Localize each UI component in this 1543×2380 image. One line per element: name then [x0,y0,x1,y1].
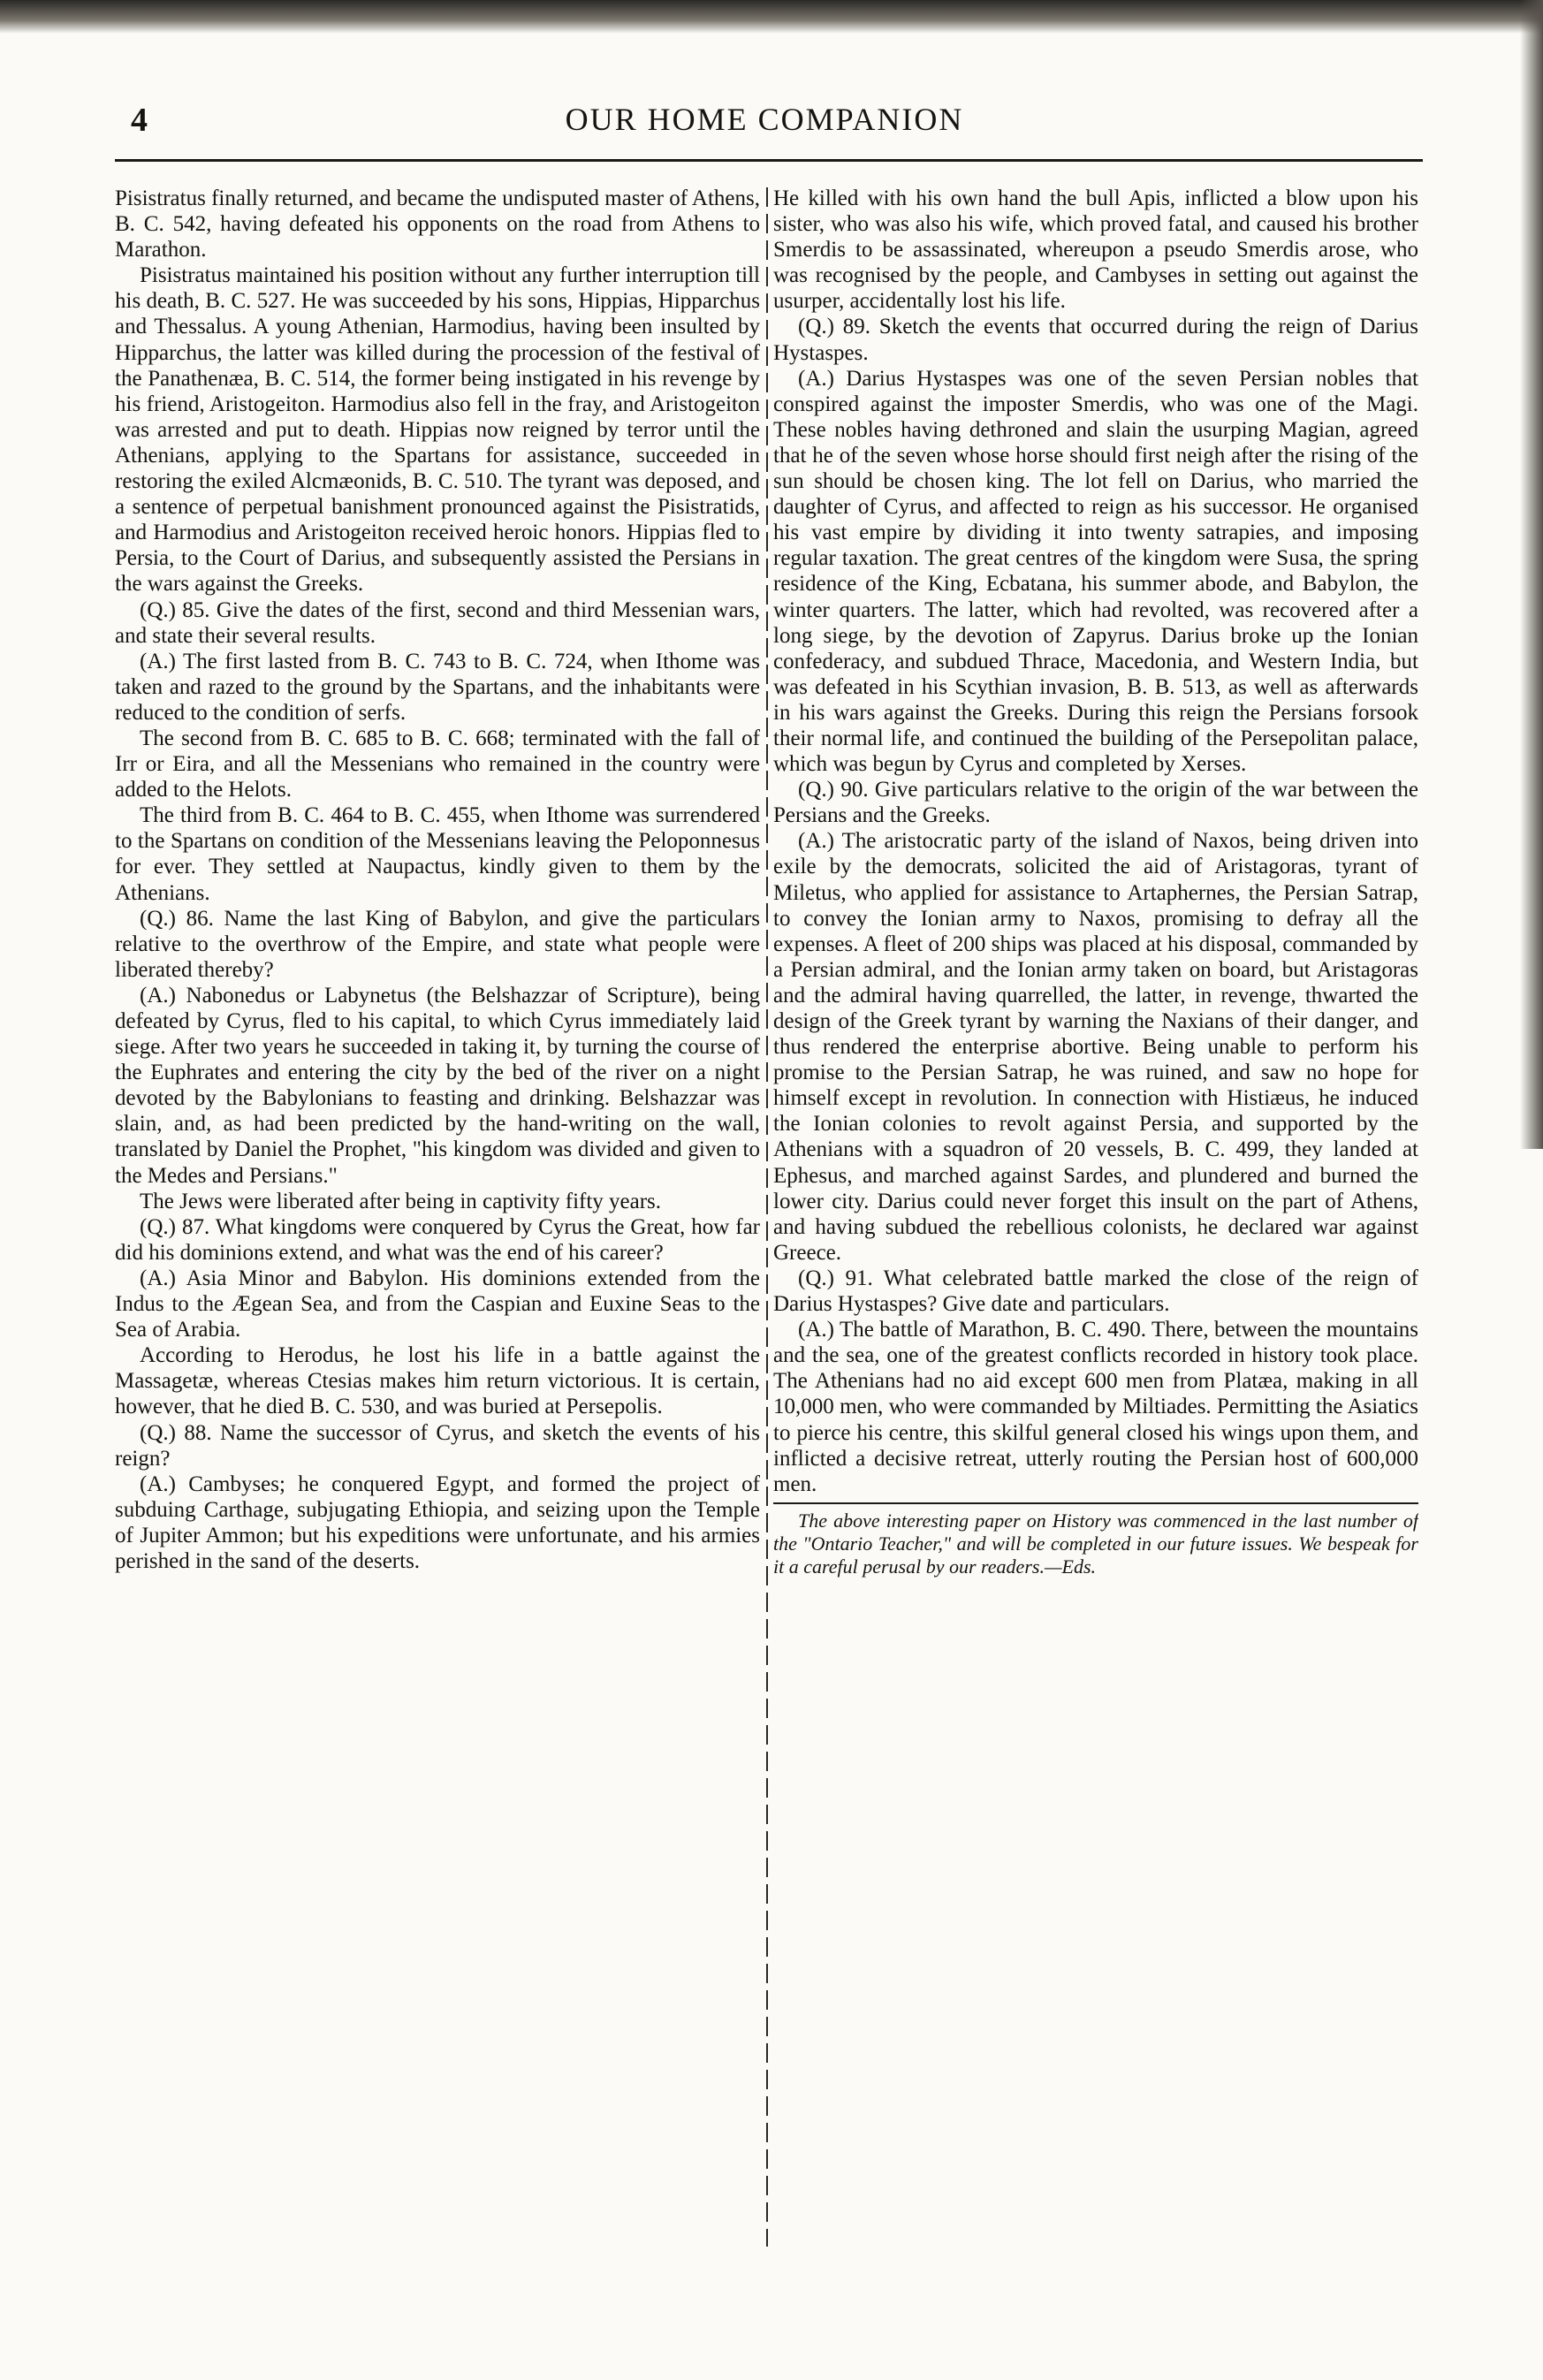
column-divider [766,187,768,2247]
question: (Q.) 91. What celebrated battle marked the close of the reign of Darius Hystaspes? Give date and particulars. [773,1266,1418,1317]
question: (Q.) 90. Give particulars relative to the origin of the war between the Persians and the Greeks. [773,778,1418,828]
answer: (A.) The battle of Marathon, B. C. 490. There, between the mountains and the sea, one of the greatest conflicts recorded in history took place. The Athenians had no aid except 600 men from Platæa, making in all 10,000 men, who were commanded by Miltiades. Permitting the Asiatics to pierce his centre, this skilful general closed his wings upon them, and inflicted a decisive retreat, utterly routing the Persian host of 600,000 men. [773,1318,1418,1496]
page-number: 4 [131,102,148,139]
page-header [88,99,1440,143]
answer: (A.) Asia Minor and Babylon. His dominions extended from the Indus to the Ægean Sea, and from the Caspian and Euxine Seas to the Sea of Arabia. [115,1266,760,1342]
editor-note: The above interesting paper on History was commenced in the last number of the "Ontario Teacher," and will be completed in our future issues. We bespeak for it a careful perusal by our readers.—Eds. [773,1509,1418,1578]
page [88,0,1440,2380]
question: (Q.) 85. Give the dates of the first, second and third Messenian wars, and state their several results. [115,597,760,648]
answer: (A.) The first lasted from B. C. 743 to B. C. 724, when Ithome was taken and razed to the ground by the Spartans, and the inhabitants were reduced to the condition of serfs. [115,649,760,725]
paragraph: According to Herodus, he lost his life in a battle against the Massagetæ, whereas Ctesias makes him return victorious. It is certain, however, that he died B. C. 530, and was buried at Persepolis. [115,1343,760,1419]
header-rule [115,159,1423,162]
paragraph: The second from B. C. 685 to B. C. 668; terminated with the fall of Irr or Eira, and all the Messenians who remained in the country were added to the Helots. [115,726,760,802]
paragraph: Pisistratus maintained his position without any further interruption till his death, B. C. 527. He was succeeded by his sons, Hippias, Hipparchus and Thessalus. A young Athenian, Harmodius, having been insulted by Hipparchus, the latter was killed during the procession of the festival of the Panathenæa, B. C. 514, the former being instigated in his revenge by his friend, Aristogeiton. Harmodius also fell in the fray, and Aristogeiton was arrested and put to death. Hippias now reigned by terror until the Athenians, applying to the Spartans for assistance, succeeded in restoring the exiled Alcmæonids, B. C. 510. The tyrant was deposed, and a sentence of perpetual banishment pronounced against the Pisistratids, and Harmodius and Aristogeiton received heroic honors. Hippias fled to Persia, to the Court of Darius, and subsequently assisted the Persians in the wars against the Greeks. [115,263,760,597]
question: (Q.) 88. Name the successor of Cyrus, and sketch the events of his reign? [115,1420,760,1471]
question: (Q.) 86. Name the last King of Babylon, and give the particulars relative to the overthrow of the Empire, and state what people were liberated thereby? [115,906,760,982]
answer: (A.) Cambyses; he conquered Egypt, and formed the project of subduing Carthage, subjugating Ethiopia, and seizing upon the Temple of Jupiter Ammon; but his expeditions were unfortunate, and his armies perished in the sand of the deserts. [115,1471,760,1573]
paragraph: The third from B. C. 464 to B. C. 455, when Ithome was surrendered to the Spartans on condition of the Messenians leaving the Peloponnesus for ever. They settled at Naupactus, kindly given to them by the Athenians. [115,803,760,905]
paragraph: Pisistratus finally returned, and became the undisputed master of Athens, B. C. 542, having defeated his opponents on the road from Athens to Marathon. [115,186,760,262]
left-column [115,186,760,2271]
right-column [773,186,1418,2271]
answer: (A.) The aristocratic party of the island of Naxos, being driven into exile by the democrats, solicited the aid of Aristagoras, tyrant of Miletus, who applied for assistance to Artaphernes, the Persian Satrap, to convey the Ionian army to Naxos, promising to defray all the expenses. A fleet of 200 ships was placed at his disposal, commanded by a Persian admiral, and the Ionian army taken on board, but Aristagoras and the admiral having quarrelled, the latter, in revenge, thwarted the design of the Greek tyrant by warning the Naxians of their danger, and thus rendered the enterprise abortive. Being unable to perform his promise to the Persian Satrap, he was ruined, and saw no hope for himself except in revolution. In connection with Histiæus, he induced the Ionian colonies to revolt against Persia, and supported by the Athenians with a squadron of 20 vessels, B. C. 499, they landed at Ephesus, and marched against Sardes, and plundered and burned the lower city. Darius could never forget this insult on the part of Athens, and having subdued the rebellious colonists, he declared war against Greece. [773,829,1418,1265]
answer: (A.) Nabonedus or Labynetus (the Belshazzar of Scripture), being defeated by Cyrus, fled to his capital, to which Cyrus immediately laid siege. After two years he succeeded in taking it, by turning the course of the Euphrates and entering the city by the bed of the river on a night devoted by the Babylonians to feasting and drinking. Belshazzar was slain, and, as had been predicted by the hand-writing on the wall, translated by Daniel the Prophet, "his kingdom was divided and given to the Medes and Persians." [115,983,760,1188]
question: (Q.) 89. Sketch the events that occurred during the reign of Darius Hystaspes. [773,315,1418,365]
scan-edge-right [1520,0,1543,1149]
question: (Q.) 87. What kingdoms were conquered by Cyrus the Great, how far did his dominions extend, and what was the end of his career? [115,1214,760,1265]
paragraph: He killed with his own hand the bull Apis, inflicted a blow upon his sister, who was also his wife, which proved fatal, and caused his brother Smerdis to be assassinated, whereupon a pseudo Smerdis arose, who was recognised by the people, and Cambyses in setting out against the usurper, accidentally lost his life. [773,186,1418,314]
answer: (A.) Darius Hystaspes was one of the seven Persian nobles that conspired against the imposter Smerdis, who was one of the Magi. These nobles having dethroned and slain the usurping Magian, agreed that he of the seven whose horse should first neigh after the rising of the sun should be chosen king. The lot fell on Darius, who married the daughter of Cyrus, and affected to reign as his successor. He organised his vast empire by dividing it into twenty satrapies, and imposing regular taxation. The great centres of the kingdom were Susa, the spring residence of the King, Ecbatana, his summer abode, and Babylon, the winter quarters. The latter, which had revolted, was recovered after a long siege, by the devotion of Zapyrus. Darius broke up the Ionian confederacy, and subdued Thrace, Macedonia, and Western India, but was defeated in his Scythian invasion, B. B. 513, as well as afterwards in his wars against the Greeks. During this reign the Persians forsook their normal life, and continued the building of the Persepolitan palace, which was begun by Cyrus and completed by Xerses. [773,366,1418,777]
running-head: OUR HOME COMPANION [565,102,964,137]
note-rule [773,1502,1418,1504]
paragraph: The Jews were liberated after being in captivity fifty years. [140,1189,662,1213]
